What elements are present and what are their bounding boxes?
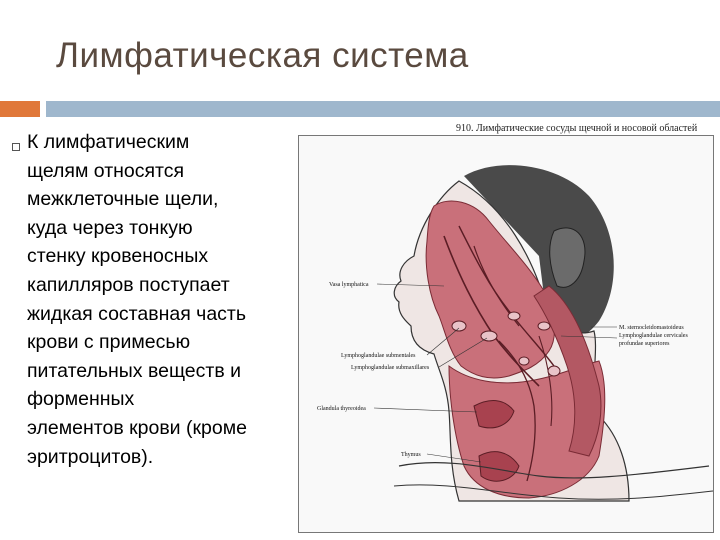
lymph-node [519,357,529,365]
lymph-node [508,312,520,320]
label-submaxillares: Lymphoglandulae submaxillares [351,365,430,371]
label-cervicales: Lymphoglandulae cervicales [619,333,688,339]
body-line: элементов крови (кроме [27,416,247,439]
anatomy-illustration [299,136,713,532]
body-line: эритроцитов). [27,445,154,468]
lymph-node [548,366,560,376]
body-line: щелям относятся [27,159,185,182]
body-line: капилляров поступает [27,273,230,296]
body-line: крови с примесью [27,331,191,354]
body-line: питательных веществ и [27,359,241,382]
label-sternocleidomastoideus: M. sternocleidomastoideus [619,325,684,331]
label-thymus: Thymus [401,452,421,458]
body-line: К лимфатическим [27,131,190,153]
body-line: межклеточные щели, [27,188,219,211]
accent-bar-orange [0,101,40,117]
label-glandula-thyreoidea: Glandula thyreoidea [317,406,366,412]
accent-bar-blue [46,101,720,117]
slide-title: Лимфатическая система [56,36,469,75]
label-submentales: Lymphoglandulae submentales [341,353,416,359]
label-vasa-lymphatica: Vasa lymphatica [329,282,369,288]
lymph-node [481,331,497,341]
figure-caption: 910. Лимфатические сосуды щечной и носовой областей [456,123,698,134]
body-line: жидкая составная часть [27,302,247,325]
body-line: форменных [27,388,135,411]
lymph-node [538,322,550,330]
label-profundae: profundae superiores [619,341,670,347]
body-paragraph [27,128,289,471]
body-line: стенку кровеносных [27,245,209,268]
bullet-square-icon [12,143,20,151]
anatomy-figure [298,135,714,533]
body-line: куда через тонкую [27,216,193,239]
lymph-node [452,321,466,331]
